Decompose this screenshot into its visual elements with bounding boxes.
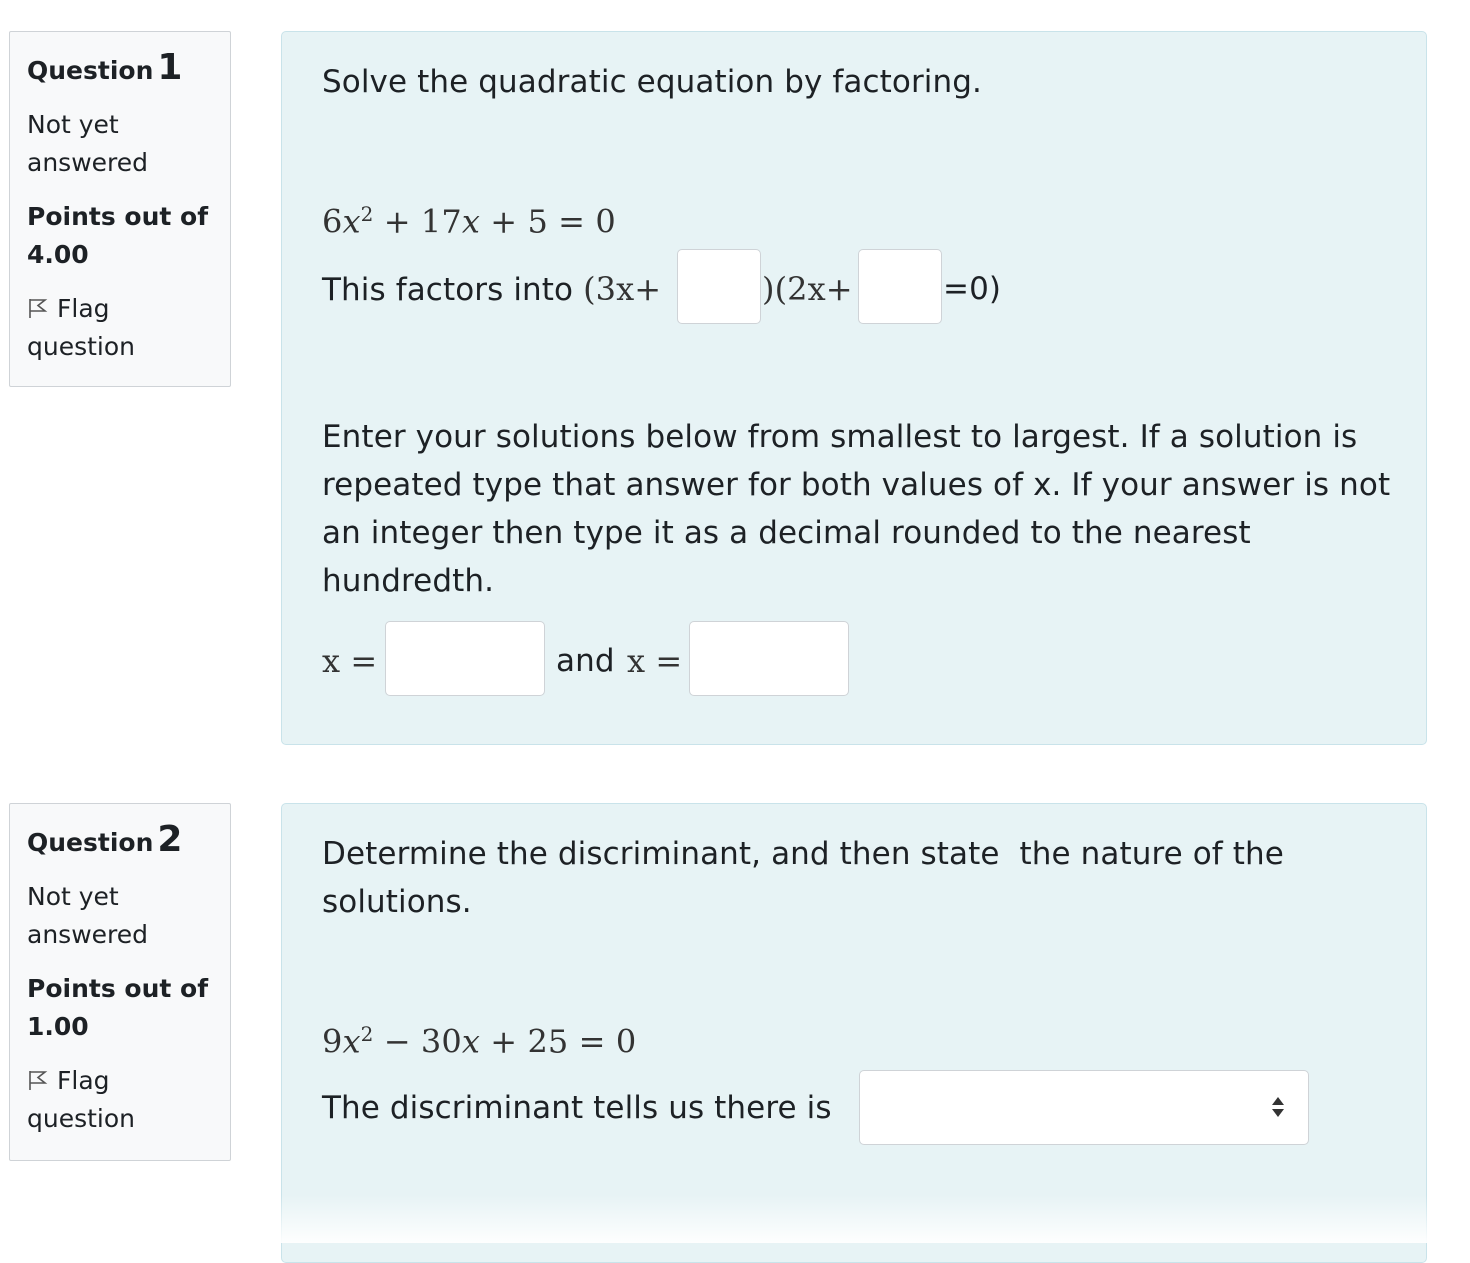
question-1-grade: Points out of 4.00 [27, 202, 209, 269]
question-1-equation: $6x^2 + 17x + 5 = 0$ [322, 202, 616, 241]
factor-part-2: )(2x+ [762, 270, 853, 308]
solution-input-1[interactable] [385, 621, 545, 696]
factor-input-1[interactable] [677, 249, 761, 324]
question-2-content [281, 803, 1427, 1263]
question-2-grade: Points out of 1.00 [27, 974, 209, 1041]
question-2-number: Question 2 [27, 819, 183, 860]
factor-input-2[interactable] [858, 249, 942, 324]
question-2-state: Not yet answered [27, 882, 148, 949]
bottom-fade [0, 1195, 1470, 1243]
x-label-1: x = [322, 642, 378, 680]
question-1-info [9, 31, 231, 387]
discriminant-sentence: The discriminant tells us there is [322, 1090, 832, 1126]
x-label-2: x = [627, 642, 683, 680]
and-label: and [556, 643, 615, 679]
question-1-prompt: Solve the quadratic equation by factoring. [322, 64, 982, 100]
flag-icon [27, 1069, 49, 1091]
question-1-number: Question 1 [27, 47, 183, 88]
discriminant-select[interactable] [859, 1070, 1309, 1145]
question-1-state: Not yet answered [27, 110, 148, 177]
solution-input-2[interactable] [689, 621, 849, 696]
flag-icon [27, 297, 49, 319]
flag-question-2-link[interactable]: Flag question [27, 1066, 136, 1133]
question-2-info [9, 803, 231, 1161]
question-2-equation: $9x^2 - 30x + 25 = 0$ [322, 1022, 637, 1061]
factor-sentence: This factors into (3x+ [322, 270, 662, 308]
flag-question-1-link[interactable]: Flag question [27, 294, 136, 361]
question-1-instructions: Enter your solutions below from smallest to largest. If a solution is repeated type that answer for both values of x. If your answer is not an integer then type it as a decimal rounded to the nearest hundredth. [322, 419, 1391, 599]
question-1-content [281, 31, 1427, 745]
question-2-prompt: Determine the discriminant, and then state the nature of the solutions. [322, 836, 1294, 920]
factor-part-3: =0) [943, 271, 1002, 307]
up-down-arrow-icon [1270, 1095, 1286, 1119]
factor-part-1: (3x+ [583, 270, 662, 308]
